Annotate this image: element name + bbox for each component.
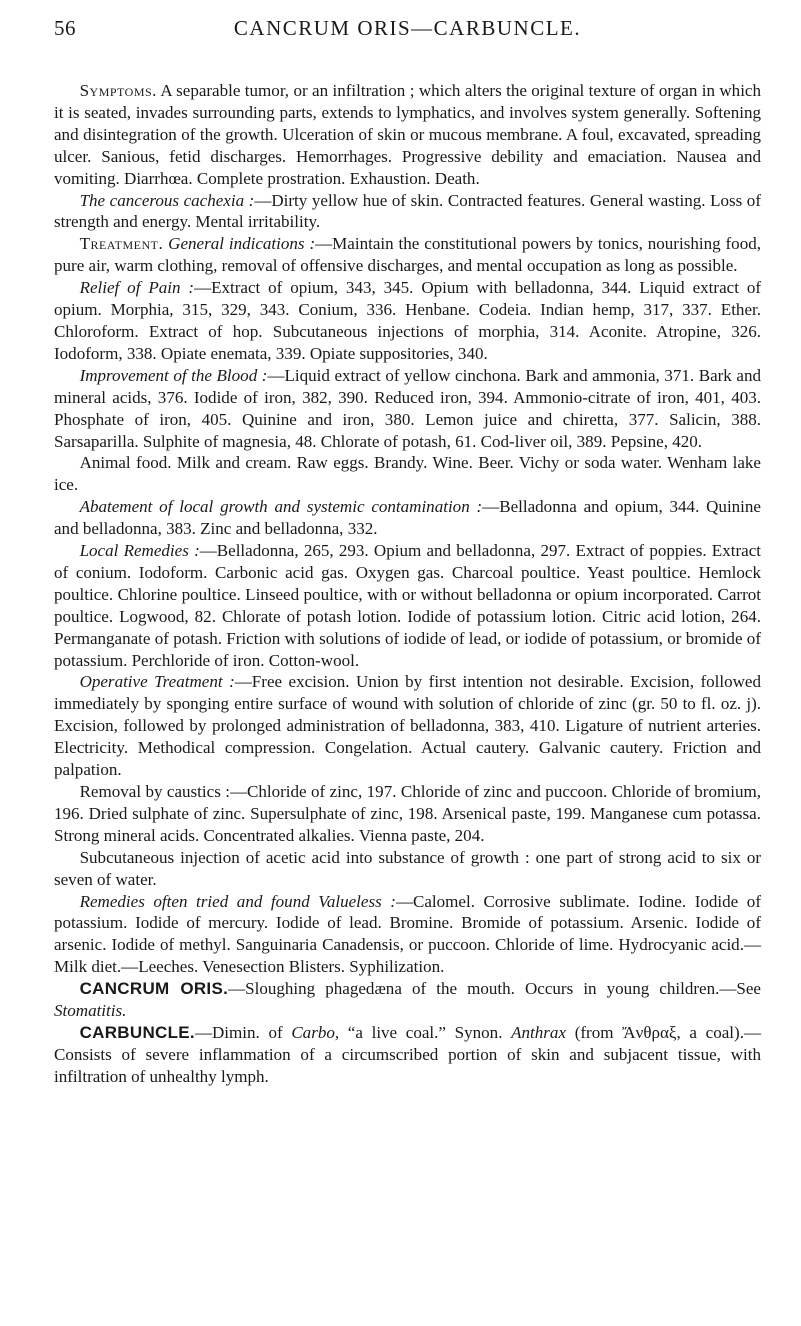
paragraph-text: —Belladonna and opium, 344. Quinine and belladonna, 383. Zinc and belladonna, 332. xyxy=(54,497,761,539)
paragraph-caustics xyxy=(54,781,761,847)
paragraph-text: Removal by caustics :—Chloride of zinc, 197. Chloride of zinc and puccoon. Chloride of bromium, 196. Dried sulphate of zinc. Supersulphate of zinc, 198. Arsenical paste, 199. Manganese cum potassa. Strong mineral acids. Concentrated alkalies. Vienna paste, 204. xyxy=(54,782,761,845)
paragraph-injection xyxy=(54,847,761,891)
subsection-label: General indications : xyxy=(168,234,316,254)
subsection-label: Remedies often tried and found Valueless : xyxy=(79,891,396,911)
paragraph-text: —Liquid extract of yellow cinchona. Bark and ammonia, 371. Bark and mineral acids, 376. Iodide of iron, 382, 390. Reduced iron, 394. Ammonio-citrate of iron, 401, 403. Phosphate of iron, 405. Quinine and iron, 380. Lemon juice and chiretta, 377. Salicin, 388. Sarsaparilla. Sulphite of magnesia, 48. Chlorate of potash, 61. Cod-liver oil, 389. Pepsine, 420. xyxy=(54,365,761,451)
paragraph-text: —Dimin. of xyxy=(194,1022,292,1042)
paragraph-text: (from Ἄνθραξ, a coal).—Consists of severe inflammation of a circumscribed portion of skin and subjacent tissue, with infiltration of unhealthy lymph. xyxy=(54,1022,761,1086)
paragraph-text: —Maintain the constitutional powers by tonics, nourishing food, pure air, warm clothing, removal of offensive discharges, and mental occupation as long as possible. xyxy=(54,234,761,276)
paragraph-text: —Dirty yellow hue of skin. Contracted features. General wasting. Loss of strength and energy. Mental irritability. xyxy=(54,190,761,232)
paragraph-text: —Belladonna, 265, 293. Opium and belladonna, 297. Extract of poppies. Extract of conium. Iodoform. Carbonic acid gas. Oxygen gas. Charcoal poultice. Yeast poultice. Hemlock poultice. Chlorine poultice. Linseed poultice, with or without belladonna or opium incorporated. Carrot poultice. Logwood, 82. Chlorate of potash lotion. Iodide of potassium lotion. Citric acid lotion, 264. Permanganate of potash. Friction with solutions of iodide of lead, or iodide of potassium, or bromide of potassium. Perchloride of iron. Cotton-wool. xyxy=(54,541,761,670)
paragraph-abatement xyxy=(54,496,761,540)
synonym-term: Anthrax xyxy=(511,1022,567,1042)
paragraph-text: —Extract of opium, 343, 345. Opium with belladonna, 344. Liquid extract of opium. Morphia, 315, 329, 343. Conium, 336. Henbane. Codeia. Indian hemp, 317, 337. Ether. Chloroform. Extract of hop. Subcutaneous injections of morphia, 314. Aconite. Atropine, 326. Iodoform, 338. Opiate enemata, 339. Opiate suppositories, 340. xyxy=(54,278,762,363)
subsection-label: Relief of Pain : xyxy=(79,278,195,298)
entry-heading: CANCRUM ORIS. xyxy=(79,979,229,999)
paragraph-improvement-of-blood xyxy=(54,365,761,453)
paragraph-text: A separable tumor, or an infiltration ; which alters the original texture of organ in which it is seated, invades surrounding parts, extends to lymphatics, and involves system generally. Softening and disintegration of the growth. Ulceration of skin or mucous membrane. A foul, excavated, spreading ulcer. Sanious, fetid discharges. Hemorrhages. Progressive debility and emaciation. Nausea and vomiting. Diarrhœa. Complete prostration. Exhaustion. Death. xyxy=(54,81,761,188)
entry-cancrum-oris xyxy=(54,978,761,1022)
paragraph-text: “a live coal.” Synon. xyxy=(339,1022,512,1042)
section-label: Treatment. xyxy=(79,234,164,254)
page-body xyxy=(54,80,761,1088)
page-number: 56 xyxy=(54,16,76,40)
subsection-label: The cancerous cachexia : xyxy=(79,190,255,210)
subsection-label: Operative Treatment : xyxy=(79,672,235,692)
subsection-label: Improvement of the Blood : xyxy=(79,365,268,385)
paragraph-text: —Calomel. Corrosive sublimate. Iodine. Iodide of potassium. Iodide of mercury. Iodide of lead. Bromine. Bromide of potassium. Arsenic. Iodide of arsenic. Iodide of methyl. Sanguinaria Canadensis, or puccoon. Chloride of lime. Hydrocyanic acid.—Milk diet.—Leeches. Venesection Blisters. Syphilization. xyxy=(54,891,761,977)
subsection-label: Local Remedies : xyxy=(79,541,200,561)
paragraph-treatment xyxy=(54,233,761,277)
paragraph-diet xyxy=(54,452,761,496)
paragraph-operative-treatment xyxy=(54,671,761,781)
entry-heading: CARBUNCLE. xyxy=(79,1022,195,1042)
cross-reference: Stomatitis. xyxy=(54,1001,127,1021)
paragraph-local-remedies xyxy=(54,540,761,671)
page-header xyxy=(54,8,761,48)
paragraph-valueless-remedies xyxy=(54,891,761,979)
paragraph-text: Animal food. Milk and cream. Raw eggs. Brandy. Wine. Beer. Vichy or soda water. Wenham lake ice. xyxy=(54,453,761,495)
subsection-label: Abatement of local growth and systemic contamination : xyxy=(79,497,483,517)
latin-term: Carbo, xyxy=(291,1022,340,1042)
paragraph-text: —Free excision. Union by first intention not desirable. Excision, followed immediately by sponging entire surface of wound with solution of chloride of zinc (gr. 50 to fl. oz. j). Excision, followed by prolonged administration of belladonna, 383, 410. Ligature of nutrient arteries. Electricity. Methodical compression. Congelation. Actual cautery. Galvanic cautery. Friction and palpation. xyxy=(54,672,761,780)
section-label: Symptoms. xyxy=(79,81,157,100)
paragraph-text: Subcutaneous injection of acetic acid into substance of growth : one part of strong acid to six or seven of water. xyxy=(54,847,761,889)
entry-carbuncle xyxy=(54,1022,761,1088)
running-head: CANCRUM ORIS—CARBUNCLE. xyxy=(233,16,582,40)
paragraph-text: —Sloughing phagedæna of the mouth. Occurs in young children.—See xyxy=(228,979,761,999)
paragraph-relief-of-pain xyxy=(54,277,761,365)
paragraph-symptoms xyxy=(54,80,761,190)
paragraph-cachexia xyxy=(54,190,761,234)
